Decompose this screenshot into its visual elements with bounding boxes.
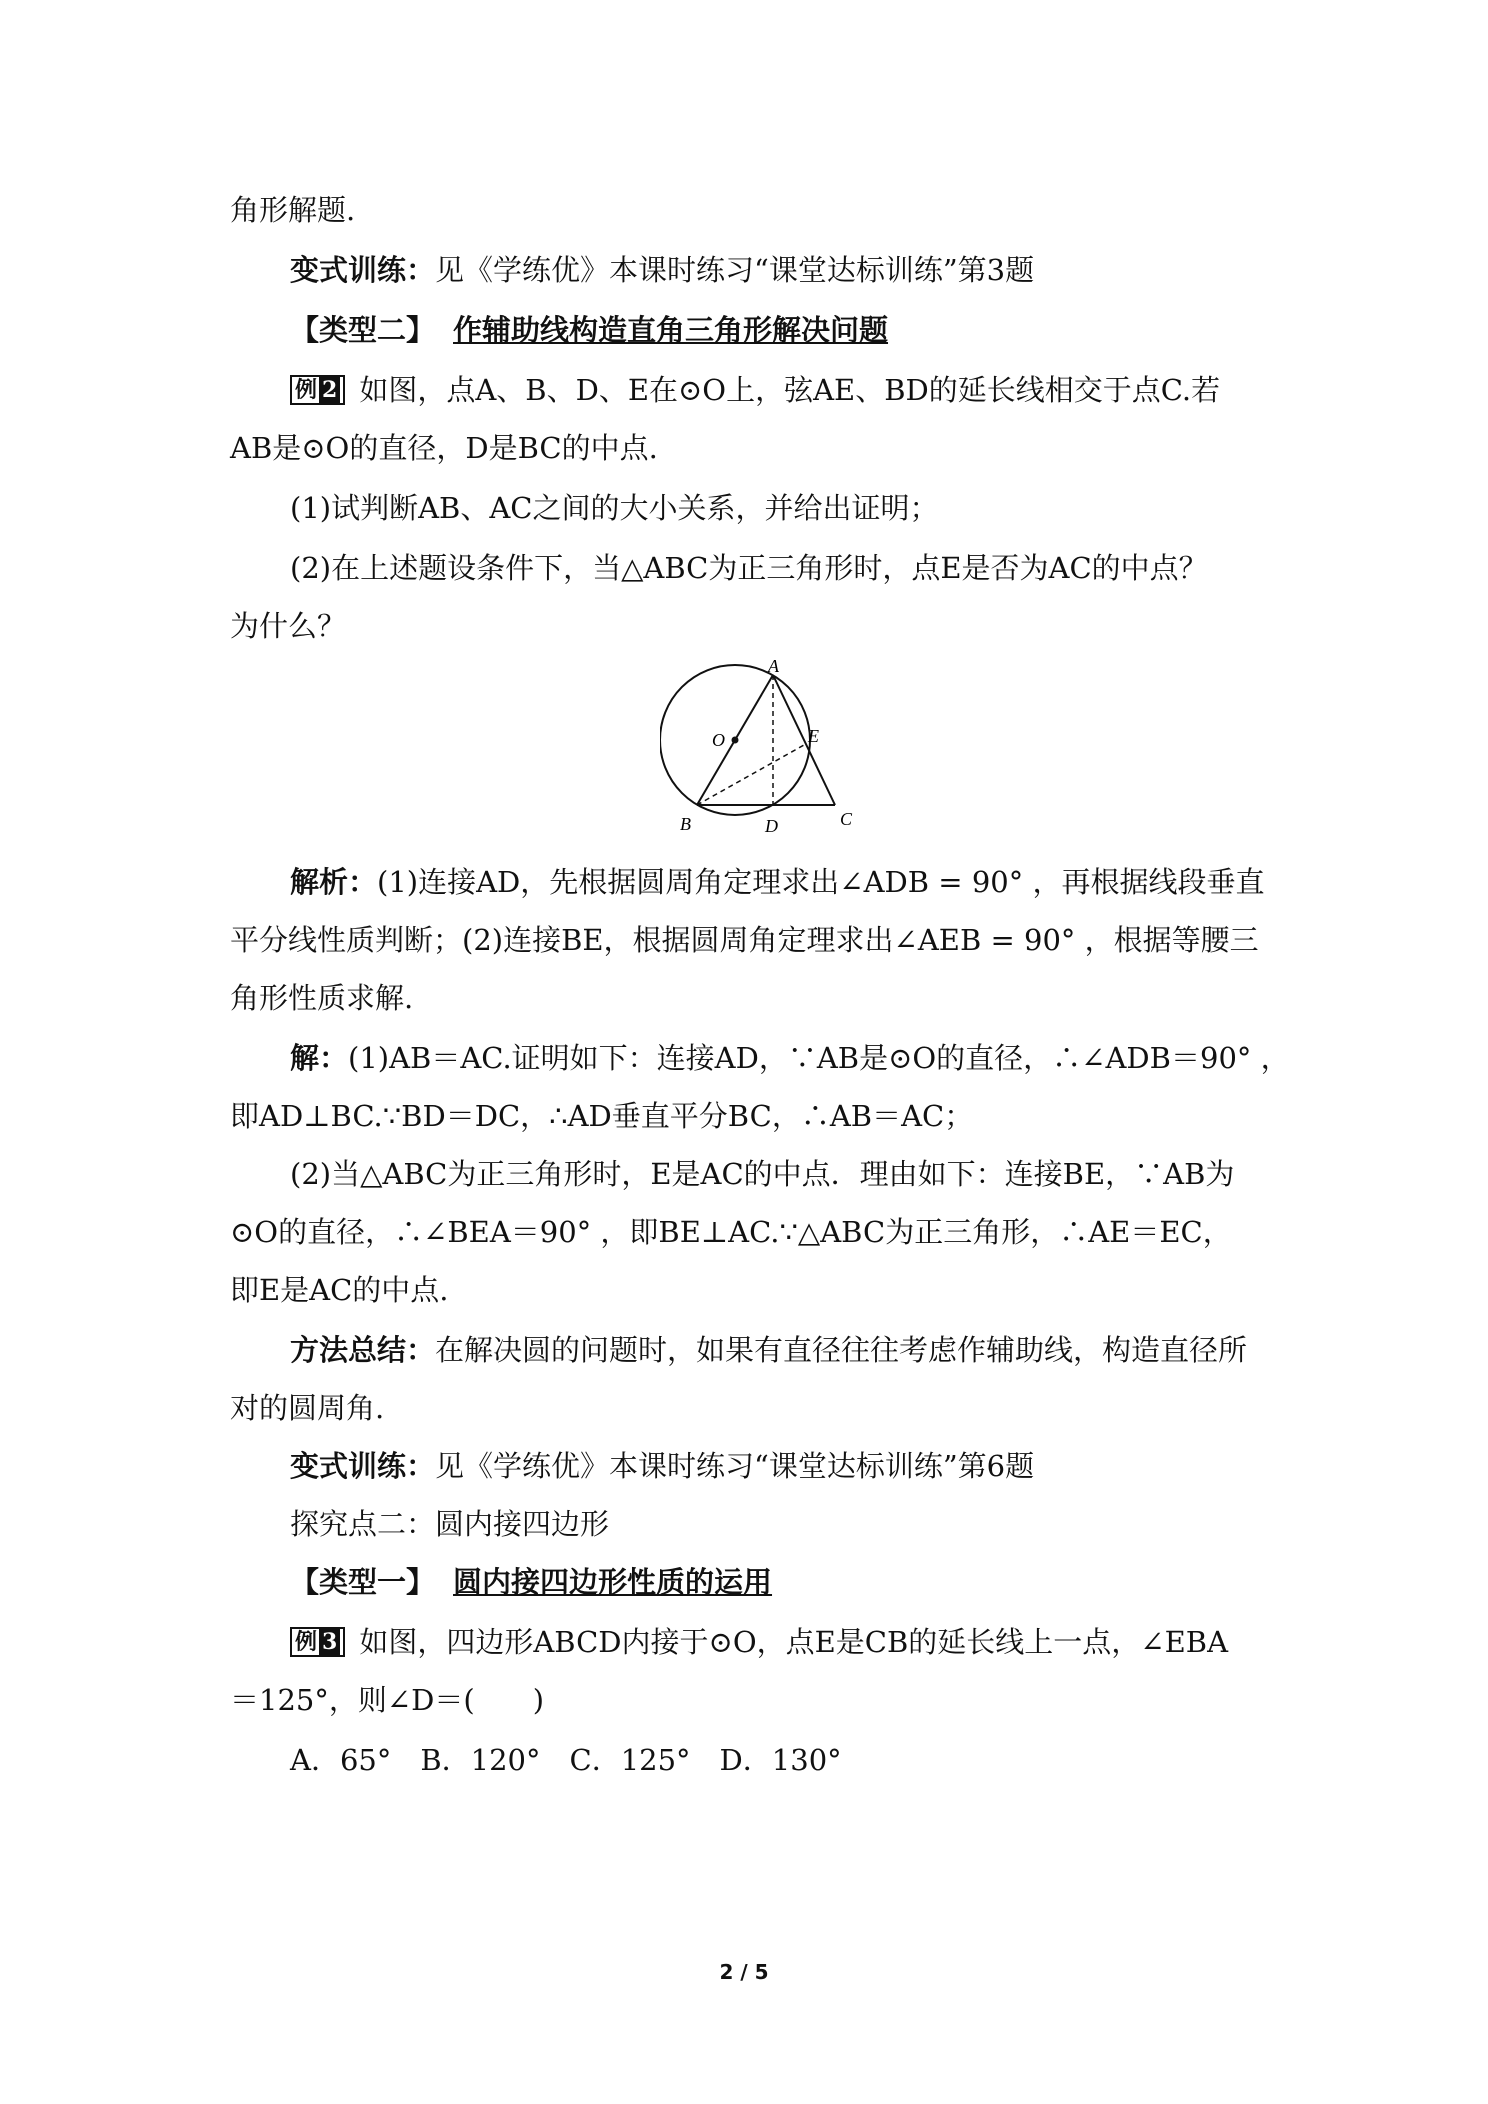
center-point: [732, 737, 739, 744]
solution-part-2: (2)当△ABC为正三角形时，E是AC的中点．理由如下：连接BE，∵AB为: [290, 1157, 1235, 1191]
type-tag: 【类型一】: [290, 1565, 436, 1599]
label-a: A: [768, 660, 779, 676]
example-3: 例 3 如图，四边形ABCD内接于⊙O，点E是CB的延长线上一点，∠EBA: [290, 1622, 1340, 1662]
example-2: 例 2 如图，点A、B、D、E在⊙O上，弦AE、BD的延长线相交于点C.若: [290, 370, 1340, 410]
segment-ac: [773, 675, 835, 805]
method-summary: 方法总结：在解决圆的问题时，如果有直径往往考虑作辅助线，构造直径所: [290, 1333, 1248, 1367]
label: 解：: [290, 1041, 349, 1075]
label-o: O: [712, 730, 725, 750]
text-line: 为什么？: [230, 609, 347, 643]
type-title: 圆内接四边形性质的运用: [453, 1565, 773, 1599]
question-2: (2)在上述题设条件下，当△ABC为正三角形时，点E是否为AC的中点？: [290, 551, 1208, 585]
type-heading: [290, 1562, 1340, 1602]
label-e: E: [808, 726, 819, 746]
text-line: ＝125°，则∠D＝( ): [230, 1683, 545, 1717]
text-line: 即E是AC的中点.: [230, 1273, 449, 1307]
label: 变式训练：: [290, 253, 436, 287]
type-title: 作辅助线构造直角三角形解决问题: [453, 313, 889, 347]
question-1: (1)试判断AB、AC之间的大小关系，并给出证明；: [290, 491, 939, 525]
text-line: ⊙O的直径，∴∠BEA＝90° ，即BE⊥AC.∵△ABC为正三角形，∴AE＝EC，: [230, 1215, 1232, 1249]
text-line: 平分线性质判断；(2)连接BE，根据圆周角定理求出∠AEB = 90° ，根据等腰三: [230, 923, 1259, 957]
text-line: 角形性质求解.: [230, 981, 414, 1015]
example-badge: 例 3: [290, 1627, 345, 1657]
answer-choices: A．65° B．120° C．125° D．130°: [290, 1743, 842, 1777]
example-badge: 例 2: [290, 375, 345, 405]
text-line: 对的圆周角.: [230, 1391, 385, 1425]
variant-training: 变式训练：见《学练优》本课时练习“课堂达标训练”第3题: [290, 253, 1035, 287]
label: 变式训练：: [290, 1449, 436, 1483]
explore-point: 探究点二：圆内接四边形: [290, 1507, 610, 1541]
label-d: D: [765, 816, 778, 836]
solution: 解：(1)AB＝AC.证明如下：连接AD，∵AB是⊙O的直径，∴∠ADB＝90° ，: [290, 1041, 1290, 1075]
page-number: 2 / 5: [719, 1960, 769, 1984]
label: 解析：: [290, 865, 378, 899]
geometry-figure: [660, 660, 900, 840]
type-tag: 【类型二】: [290, 313, 436, 347]
label-b: B: [680, 814, 691, 834]
text-line: 角形解题.: [230, 193, 356, 227]
label-c: C: [840, 809, 853, 829]
analysis: 解析：(1)连接AD，先根据圆周角定理求出∠ADB = 90° ，再根据线段垂直: [290, 865, 1265, 899]
variant-training: 变式训练：见《学练优》本课时练习“课堂达标训练”第6题: [290, 1449, 1035, 1483]
type-heading: [290, 310, 1340, 350]
label: 方法总结：: [290, 1333, 436, 1367]
text-line: 即AD⊥BC.∵BD＝DC，∴AD垂直平分BC，∴AB＝AC；: [230, 1099, 974, 1133]
segment-be: [697, 745, 804, 805]
text-line: AB是⊙O的直径，D是BC的中点.: [230, 431, 658, 465]
